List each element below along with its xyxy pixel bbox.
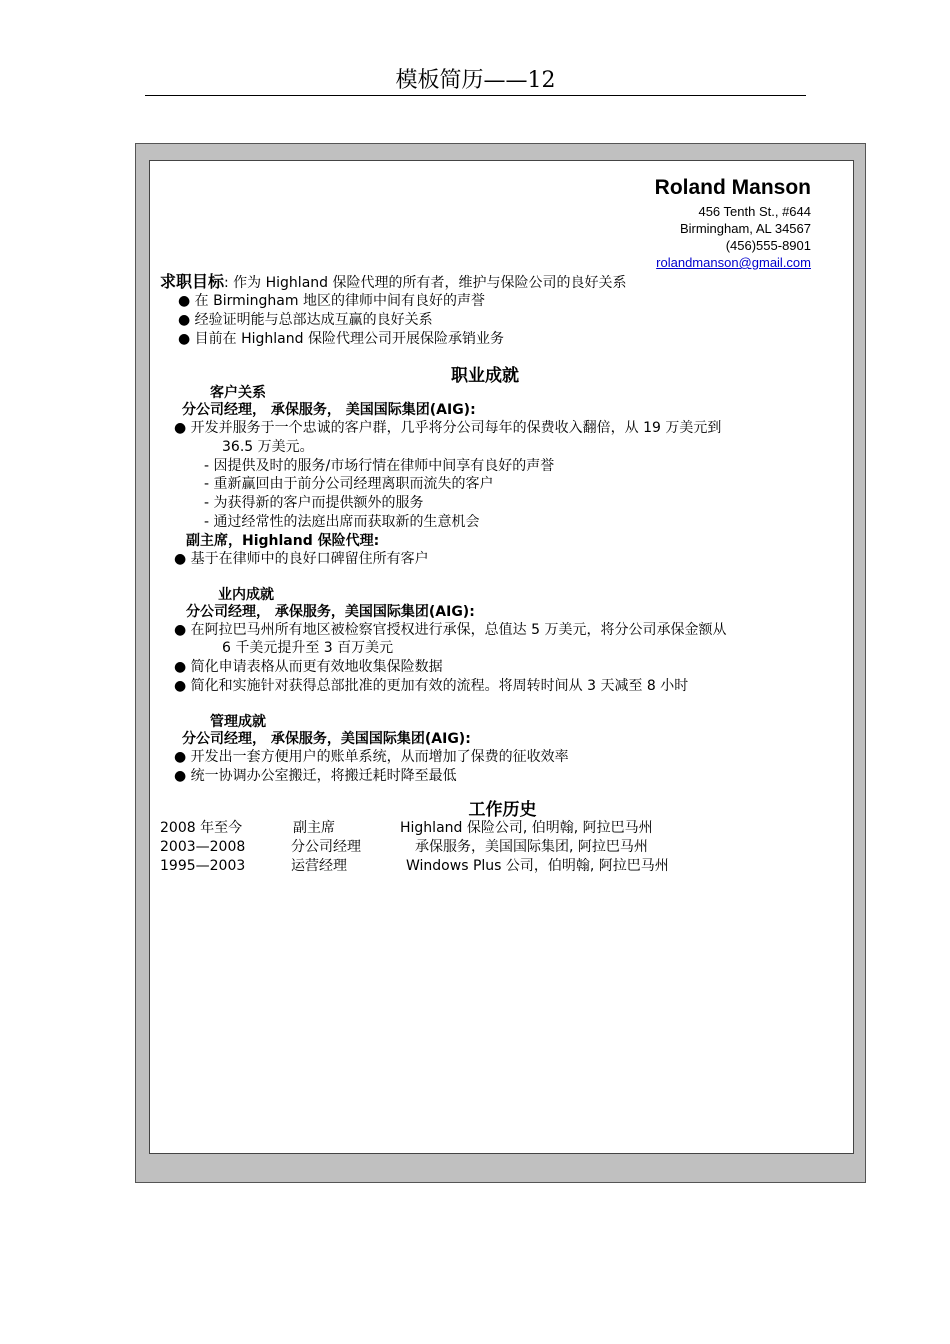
contact-phone: (456)555-8901 <box>725 238 811 253</box>
client-sub-item: - 为获得新的客户而提供额外的服务 <box>204 495 424 511</box>
resume-page <box>149 160 854 1154</box>
client-role-aig: 分公司经理， 承保服务， 美国国际集团(AIG): <box>182 402 476 418</box>
industry-bullet: ● 简化和实施针对获得总部批准的更加有效的流程。将周转时间从 3 天减至 8 小时 <box>174 678 689 694</box>
industry-bullet: ● 简化申请表格从而更有效地收集保险数据 <box>174 659 443 675</box>
client-sub-item: - 因提供及时的服务/市场行情在律师中间享有良好的声誉 <box>204 458 555 474</box>
objective-bullet: ● 在 Birmingham 地区的律师中间有良好的声誉 <box>178 293 485 309</box>
work-history-heading: 工作历史 <box>468 800 537 820</box>
contact-city: Birmingham, AL 34567 <box>679 221 811 236</box>
candidate-name: Roland Manson <box>654 176 811 199</box>
history-years: 2003—2008 <box>160 839 246 855</box>
management-subheading: 管理成就 <box>210 714 266 730</box>
objective-bullet: ● 经验证明能与总部达成互赢的良好关系 <box>178 312 433 328</box>
contact-address: 456 Tenth St., #644 <box>698 204 811 219</box>
history-title: 运营经理 <box>291 858 347 874</box>
achievements-heading: 职业成就 <box>451 366 519 386</box>
management-role: 分公司经理， 承保服务，美国国际集团(AIG): <box>182 731 471 747</box>
history-company: 承保服务，美国国际集团, 阿拉巴马州 <box>415 839 648 855</box>
resume-frame <box>135 143 866 1183</box>
history-years: 2008 年至今 <box>160 820 243 836</box>
history-company: Windows Plus 公司，伯明翰, 阿拉巴马州 <box>406 858 669 874</box>
client-bullet: ● 基于在律师中的良好口碑留住所有客户 <box>174 551 429 567</box>
objective-label: 求职目标 <box>160 272 225 291</box>
industry-bullet: ● 在阿拉巴马州所有地区被检察官授权进行承保，总值达 5 万美元，将分公司承保金额从 <box>174 622 727 638</box>
history-title: 副主席 <box>293 820 335 836</box>
client-bullet-continued: 36.5 万美元。 <box>222 439 314 455</box>
industry-bullet-continued: 6 千美元提升至 3 百万美元 <box>222 640 394 656</box>
document-title: 模板简历——12 <box>395 68 556 93</box>
industry-role: 分公司经理， 承保服务，美国国际集团(AIG): <box>186 604 475 620</box>
objective-line <box>160 272 627 293</box>
objective-bullet: ● 目前在 Highland 保险代理公司开展保险承销业务 <box>178 331 504 347</box>
title-underline <box>145 95 806 96</box>
industry-subheading: 业内成就 <box>218 587 274 603</box>
client-sub-item: - 通过经常性的法庭出席而获取新的生意机会 <box>204 514 480 530</box>
contact-email-link[interactable]: rolandmanson@gmail.com <box>656 255 811 270</box>
client-relations-subheading: 客户关系 <box>210 385 266 401</box>
client-role-highland: 副主席，Highland 保险代理: <box>186 533 380 549</box>
management-bullet: ● 统一协调办公室搬迁，将搬迁耗时降至最低 <box>174 768 457 784</box>
history-years: 1995—2003 <box>160 858 246 874</box>
management-bullet: ● 开发出一套方便用户的账单系统，从而增加了保费的征收效率 <box>174 749 569 765</box>
objective-text: : 作为 Highland 保险代理的所有者，维护与保险公司的良好关系 <box>224 275 627 291</box>
client-sub-item: - 重新赢回由于前分公司经理离职而流失的客户 <box>204 476 494 492</box>
client-bullet: ● 开发并服务于一个忠诚的客户群，几乎将分公司每年的保费收入翻倍，从 19 万美元到 <box>174 420 722 436</box>
history-company: Highland 保险公司, 伯明翰, 阿拉巴马州 <box>400 820 653 836</box>
history-title: 分公司经理 <box>291 839 361 855</box>
